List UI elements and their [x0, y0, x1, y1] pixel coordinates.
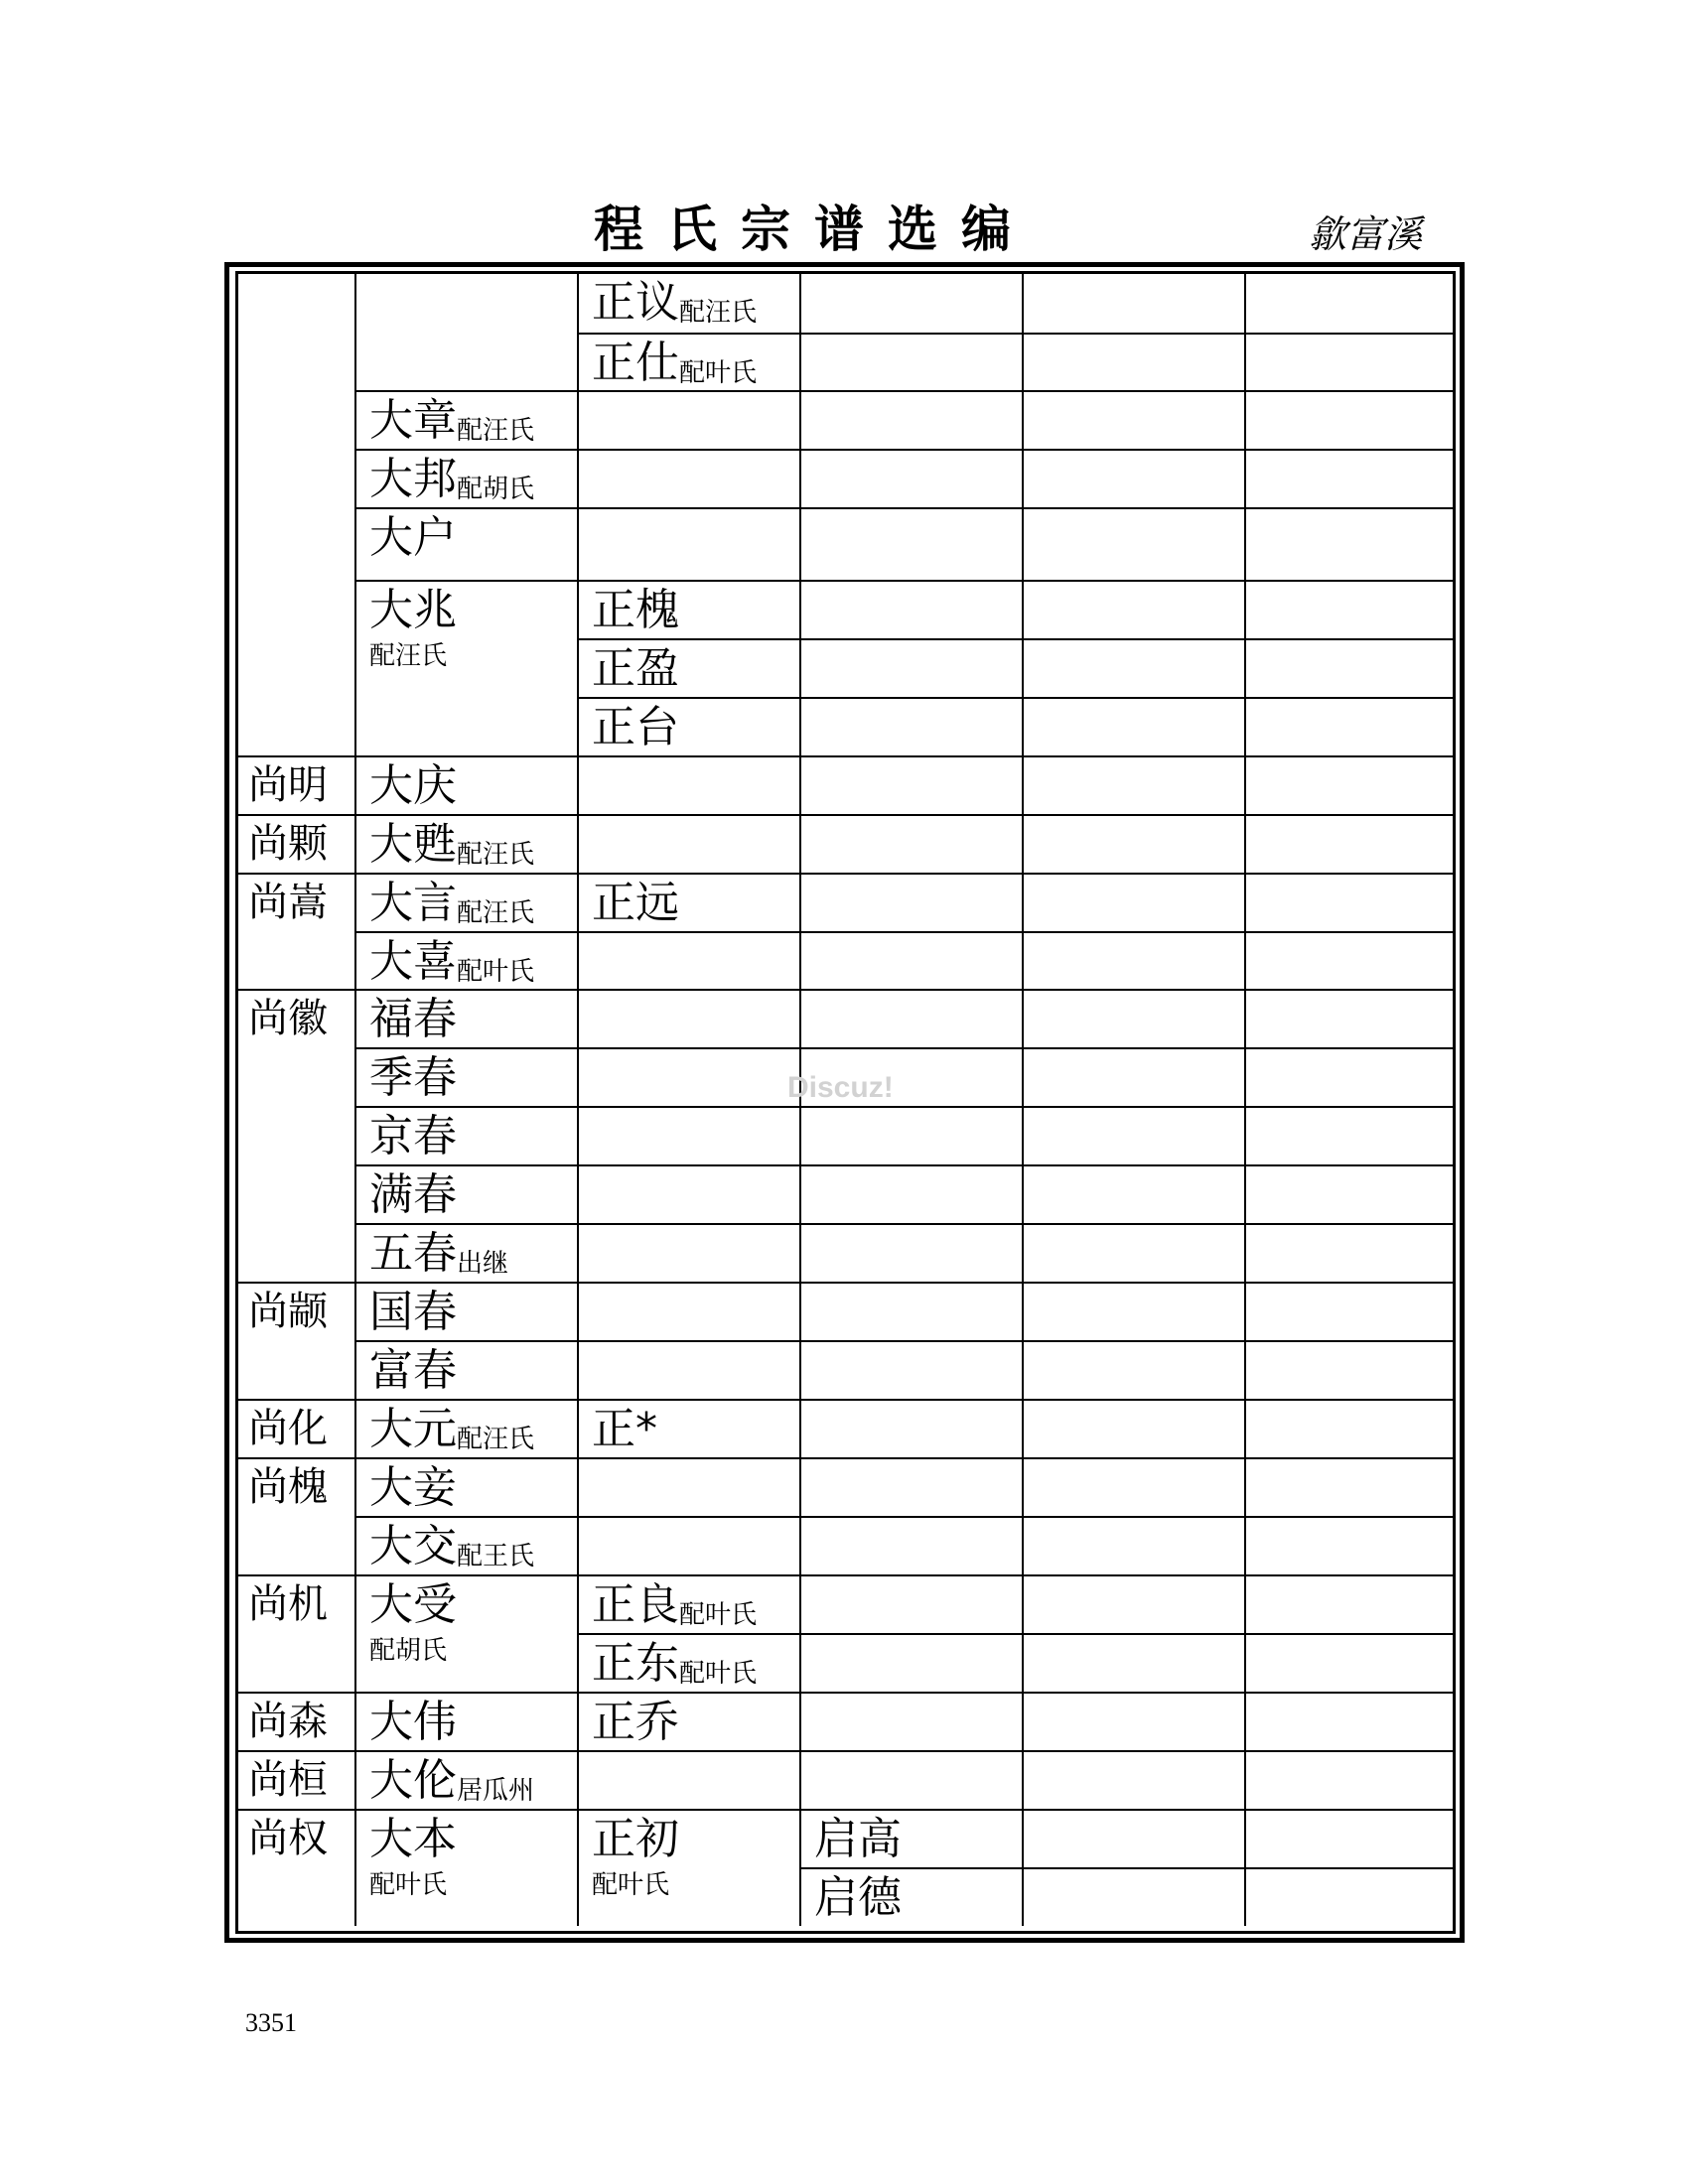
person-name: 大兆 — [369, 585, 457, 635]
table-cell — [579, 1225, 801, 1284]
table-cell — [579, 1108, 801, 1166]
table-cell — [1246, 335, 1453, 392]
person-name: 大言 — [369, 878, 457, 928]
table-cell — [1024, 1694, 1246, 1752]
table-cell — [356, 1401, 579, 1459]
table-cell — [579, 1284, 801, 1342]
table-cell — [1246, 451, 1453, 509]
table-cell — [356, 991, 579, 1049]
table-cell — [1024, 1049, 1246, 1108]
table-cell — [801, 451, 1024, 509]
table-cell — [579, 1752, 801, 1811]
person-name: 大庆 — [369, 760, 457, 811]
table-cell — [801, 1576, 1024, 1635]
table-cell — [1024, 875, 1246, 933]
person-name: 大甦 — [369, 819, 457, 870]
table-cell — [1246, 582, 1453, 640]
person-name: 正乔 — [592, 1697, 679, 1747]
table-cell — [801, 1401, 1024, 1459]
table-cell — [1246, 816, 1453, 875]
spouse-note: 配叶氏 — [679, 1600, 758, 1630]
table-cell — [579, 933, 801, 991]
table-cell — [1246, 1108, 1453, 1166]
table-cell — [356, 1752, 579, 1811]
elder-name: 尚机 — [248, 1581, 328, 1627]
spouse-note: 配王氏 — [457, 1542, 535, 1571]
place-name: 歙富溪 — [1309, 212, 1423, 256]
table-cell — [356, 1049, 579, 1108]
table-cell — [801, 335, 1024, 392]
table-cell — [1024, 1284, 1246, 1342]
elder-name: 尚颗 — [248, 821, 328, 867]
table-cell — [579, 1518, 801, 1576]
page-title: 程氏宗谱选编 — [594, 200, 1035, 258]
table-cell — [579, 991, 801, 1049]
table-cell — [579, 1576, 801, 1635]
table-cell — [1246, 1401, 1453, 1459]
table-cell — [1246, 274, 1453, 335]
person-name: 大户 — [369, 512, 457, 563]
table-cell — [801, 1869, 1024, 1926]
table-cell — [1024, 933, 1246, 991]
table-cell — [1246, 1694, 1453, 1752]
table-cell — [356, 1459, 579, 1518]
table-cell — [238, 757, 356, 816]
table-cell — [579, 875, 801, 933]
table-cell — [801, 816, 1024, 875]
table-cell — [238, 1694, 356, 1752]
table-cell — [1246, 392, 1453, 451]
table-cell — [238, 1576, 356, 1694]
table-cell — [579, 699, 801, 757]
table-cell — [1246, 933, 1453, 991]
table-cell — [801, 933, 1024, 991]
person-name: 大本 — [369, 1814, 457, 1864]
spouse-note: 配叶氏 — [369, 1870, 448, 1900]
elder-name: 尚徽 — [248, 996, 328, 1041]
table-cell — [238, 991, 356, 1284]
spouse-note: 配胡氏 — [457, 475, 535, 504]
table-cell — [801, 699, 1024, 757]
table-cell — [1246, 699, 1453, 757]
person-name: 大章 — [369, 395, 457, 446]
spouse-note: 居瓜州 — [457, 1776, 535, 1806]
page-number: 3351 — [245, 2008, 297, 2037]
table-cell — [1024, 1635, 1246, 1694]
table-cell — [1024, 1811, 1246, 1869]
table-cell — [579, 640, 801, 699]
person-name: 京春 — [369, 1111, 457, 1161]
person-name: 启德 — [814, 1872, 902, 1923]
table-cell — [1024, 1869, 1246, 1926]
table-cell — [356, 1166, 579, 1225]
person-name: 大元 — [369, 1404, 457, 1454]
table-cell — [801, 1694, 1024, 1752]
table-cell — [1024, 1518, 1246, 1576]
table-cell — [579, 1635, 801, 1694]
person-name: 正初 — [592, 1814, 679, 1864]
table-cell — [1024, 640, 1246, 699]
table-cell — [801, 582, 1024, 640]
table-cell — [1246, 1225, 1453, 1284]
table-cell — [801, 757, 1024, 816]
table-cell — [1024, 1752, 1246, 1811]
table-cell — [1024, 699, 1246, 757]
person-name: 五春 — [369, 1228, 457, 1279]
elder-name: 尚森 — [248, 1699, 328, 1744]
spouse-note: 配叶氏 — [679, 358, 758, 388]
table-cell — [356, 451, 579, 509]
table-cell — [579, 1166, 801, 1225]
table-cell — [1024, 1108, 1246, 1166]
elder-name: 尚权 — [248, 1816, 328, 1861]
person-name: 富春 — [369, 1345, 457, 1396]
watermark: Discuz! — [787, 1071, 894, 1104]
spouse-note: 配汪氏 — [457, 840, 535, 870]
table-cell — [1024, 274, 1246, 335]
table-cell — [356, 816, 579, 875]
person-name: 正台 — [592, 702, 679, 752]
table-cell — [356, 1518, 579, 1576]
table-cell — [579, 509, 801, 582]
person-name: 正* — [592, 1404, 657, 1454]
table-cell — [1246, 1869, 1453, 1926]
table-cell — [1024, 1576, 1246, 1635]
table-cell — [801, 875, 1024, 933]
table-cell — [238, 1401, 356, 1459]
table-cell — [579, 1459, 801, 1518]
table-cell — [238, 875, 356, 991]
table-cell — [579, 757, 801, 816]
table-cell — [238, 274, 356, 757]
table-cell — [356, 1108, 579, 1166]
table-cell — [1246, 991, 1453, 1049]
table-cell — [1024, 991, 1246, 1049]
table-cell — [1024, 757, 1246, 816]
table-cell — [238, 1459, 356, 1576]
table-cell — [1246, 1284, 1453, 1342]
table-cell — [801, 1811, 1024, 1869]
table-cell — [801, 1752, 1024, 1811]
person-name: 季春 — [369, 1052, 457, 1103]
person-name: 正良 — [592, 1579, 679, 1630]
person-name: 大受 — [369, 1579, 457, 1630]
table-cell — [801, 274, 1024, 335]
spouse-note: 配叶氏 — [457, 957, 535, 987]
table-cell — [579, 1401, 801, 1459]
table-cell — [1024, 451, 1246, 509]
person-name: 大伦 — [369, 1755, 457, 1806]
table-cell — [1024, 335, 1246, 392]
table-cell — [356, 1225, 579, 1284]
elder-name: 尚颛 — [248, 1289, 328, 1334]
table-cell — [1024, 1225, 1246, 1284]
table-cell — [356, 1576, 579, 1694]
table-cell — [1024, 1401, 1246, 1459]
elder-name: 尚明 — [248, 762, 328, 808]
spouse-note: 配汪氏 — [457, 416, 535, 446]
table-cell — [356, 757, 579, 816]
table-cell — [238, 816, 356, 875]
table-cell — [1024, 582, 1246, 640]
person-name: 正槐 — [592, 585, 679, 635]
person-name: 满春 — [369, 1169, 457, 1220]
person-name: 正议 — [592, 277, 679, 328]
table-cell — [801, 1166, 1024, 1225]
table-cell — [1246, 1166, 1453, 1225]
table-cell — [579, 451, 801, 509]
table-cell — [1246, 875, 1453, 933]
table-cell — [1246, 640, 1453, 699]
spouse-note: 配胡氏 — [369, 1636, 448, 1666]
table-cell — [1246, 1752, 1453, 1811]
table-cell — [1246, 1811, 1453, 1869]
table-cell — [579, 335, 801, 392]
elder-name: 尚槐 — [248, 1464, 328, 1510]
table-cell — [356, 875, 579, 933]
table-cell — [579, 1694, 801, 1752]
table-cell — [579, 1811, 801, 1926]
table-cell — [356, 1284, 579, 1342]
person-name: 正盈 — [592, 643, 679, 694]
table-cell — [801, 392, 1024, 451]
table-cell — [1246, 1342, 1453, 1401]
table-cell — [1024, 1342, 1246, 1401]
table-cell — [579, 582, 801, 640]
table-cell — [1024, 1459, 1246, 1518]
table-cell — [801, 1284, 1024, 1342]
table-cell — [1246, 1518, 1453, 1576]
table-cell — [801, 1108, 1024, 1166]
table-cell — [1024, 392, 1246, 451]
spouse-note: 配叶氏 — [592, 1870, 670, 1900]
table-cell — [1024, 509, 1246, 582]
table-cell — [1246, 1635, 1453, 1694]
person-name: 正东 — [592, 1638, 679, 1689]
table-cell — [801, 1459, 1024, 1518]
spouse-note: 配叶氏 — [679, 1659, 758, 1689]
table-cell — [579, 816, 801, 875]
table-cell — [801, 1518, 1024, 1576]
table-cell — [356, 392, 579, 451]
table-cell — [1246, 1049, 1453, 1108]
elder-name: 尚桓 — [248, 1757, 328, 1803]
spouse-note: 配汪氏 — [457, 1425, 535, 1454]
elder-name: 尚化 — [248, 1406, 328, 1451]
table-cell — [579, 274, 801, 335]
table-cell — [801, 1225, 1024, 1284]
table-cell — [356, 1811, 579, 1926]
table-cell — [801, 509, 1024, 582]
table-cell — [1246, 757, 1453, 816]
table-cell — [238, 1284, 356, 1401]
spouse-note: 出继 — [457, 1249, 509, 1279]
table-cell — [356, 1694, 579, 1752]
table-cell — [801, 640, 1024, 699]
person-name: 正仕 — [592, 338, 679, 388]
table-cell — [801, 1342, 1024, 1401]
table-cell — [801, 1635, 1024, 1694]
person-name: 大喜 — [369, 936, 457, 987]
table-cell — [579, 392, 801, 451]
person-name: 大妾 — [369, 1462, 457, 1513]
table-cell — [1024, 1166, 1246, 1225]
table-cell — [801, 991, 1024, 1049]
table-cell — [356, 933, 579, 991]
person-name: 正远 — [592, 878, 679, 928]
spouse-note: 配汪氏 — [679, 298, 758, 328]
table-cell — [238, 1811, 356, 1926]
person-name: 福春 — [369, 994, 457, 1044]
table-cell — [356, 509, 579, 582]
table-cell — [1024, 816, 1246, 875]
table-cell — [1246, 1576, 1453, 1635]
table-cell — [1246, 1459, 1453, 1518]
table-cell — [1246, 509, 1453, 582]
person-name: 启高 — [814, 1814, 902, 1864]
spouse-note: 配汪氏 — [369, 641, 448, 671]
table-cell — [356, 1342, 579, 1401]
table-cell — [356, 582, 579, 757]
table-cell — [579, 1049, 801, 1108]
person-name: 大伟 — [369, 1697, 457, 1747]
table-cell — [579, 1342, 801, 1401]
spouse-note: 配汪氏 — [457, 898, 535, 928]
elder-name: 尚嵩 — [248, 880, 328, 925]
person-name: 国春 — [369, 1287, 457, 1337]
table-cell — [356, 274, 579, 392]
person-name: 大交 — [369, 1521, 457, 1571]
person-name: 大邦 — [369, 454, 457, 504]
table-cell — [238, 1752, 356, 1811]
